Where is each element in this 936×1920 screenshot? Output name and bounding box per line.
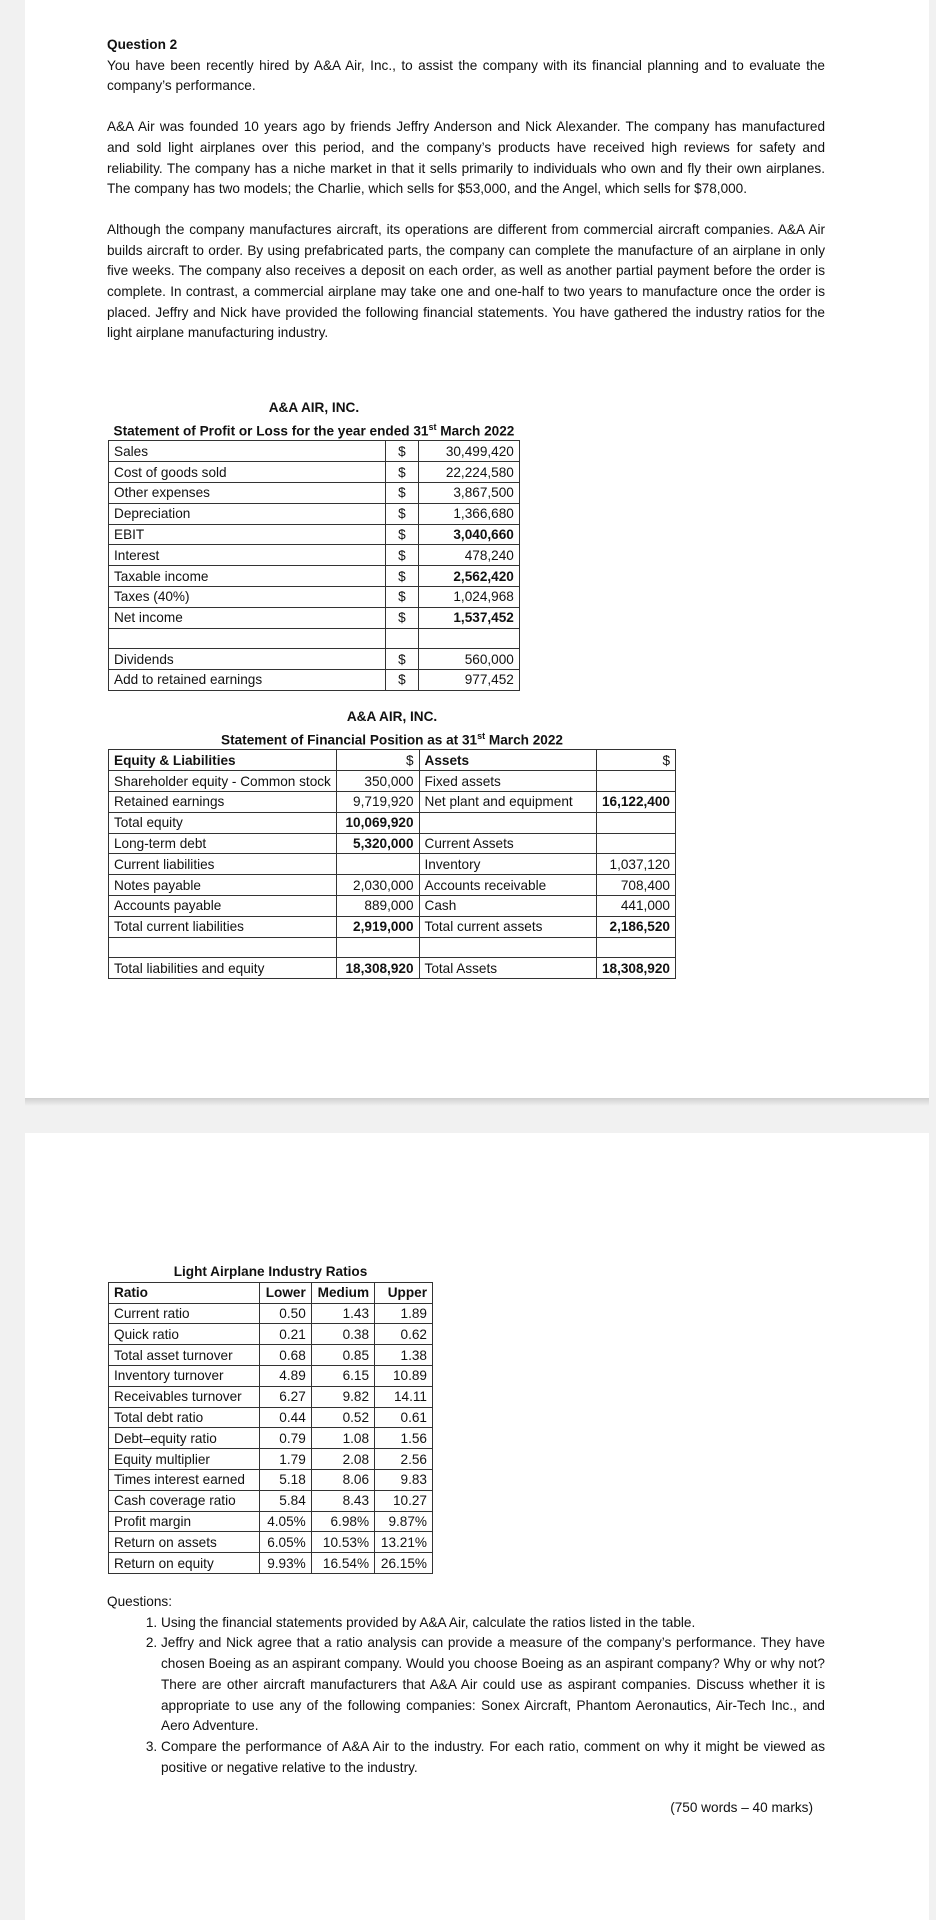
row-label: Cost of goods sold xyxy=(109,462,386,483)
table-row xyxy=(109,1469,433,1490)
liability-value: 2,919,000 xyxy=(336,916,419,937)
asset-label: Total Assets xyxy=(419,958,596,979)
row-label: Interest xyxy=(109,545,386,566)
currency-sign: $ xyxy=(385,670,418,691)
income-statement-table xyxy=(108,398,520,691)
liability-label: Total liabilities and equity xyxy=(109,958,337,979)
row-value: 1,366,680 xyxy=(418,503,519,524)
ratio-value: 4.05% xyxy=(260,1511,312,1532)
liability-label: Long-term debt xyxy=(109,833,337,854)
ratio-value: 8.06 xyxy=(311,1469,374,1490)
ratio-value: 13.21% xyxy=(375,1532,433,1553)
asset-label xyxy=(419,812,596,833)
table-row xyxy=(109,812,676,833)
asset-value: 708,400 xyxy=(596,875,675,896)
row-value: 977,452 xyxy=(418,670,519,691)
ratio-name: Quick ratio xyxy=(109,1324,260,1345)
ratio-value: 1.43 xyxy=(311,1303,374,1324)
question-item: 1. Using the financial statements provided by A&A Air, calculate the ratios listed in the table. xyxy=(161,1613,825,1634)
table-row xyxy=(109,1511,433,1532)
ratio-value: 0.50 xyxy=(260,1303,312,1324)
ratio-value: 10.27 xyxy=(375,1490,433,1511)
liability-value: 5,320,000 xyxy=(336,833,419,854)
currency-sign: $ xyxy=(385,462,418,483)
row-value: 2,562,420 xyxy=(418,566,519,587)
row-label: Depreciation xyxy=(109,503,386,524)
ratio-value: 0.52 xyxy=(311,1407,374,1428)
ratio-value: 1.08 xyxy=(311,1428,374,1449)
ratio-value: 6.98% xyxy=(311,1511,374,1532)
liability-label: Total equity xyxy=(109,812,337,833)
ratio-value: 8.43 xyxy=(311,1490,374,1511)
table-row xyxy=(109,1365,433,1386)
column-header: Medium xyxy=(311,1282,374,1303)
ratio-name: Profit margin xyxy=(109,1511,260,1532)
income-statement-title: Statement of Profit or Loss for the year ended 31st March 2022 xyxy=(113,421,515,439)
ratio-name: Return on assets xyxy=(109,1532,260,1553)
row-value: 1,537,452 xyxy=(418,607,519,628)
liability-value xyxy=(336,854,419,875)
ratios-header-row xyxy=(109,1282,433,1303)
table-row xyxy=(109,1449,433,1470)
liability-value: 10,069,920 xyxy=(336,812,419,833)
table-row xyxy=(109,916,676,937)
table-row xyxy=(109,854,676,875)
ratio-value: 9.83 xyxy=(375,1469,433,1490)
column-header: Upper xyxy=(375,1282,433,1303)
table-row xyxy=(109,1345,433,1366)
table-row xyxy=(109,895,676,916)
ratio-value: 1.38 xyxy=(375,1345,433,1366)
liability-label: Total current liabilities xyxy=(109,916,337,937)
question-heading: Question 2 xyxy=(107,37,178,52)
balance-sheet-table xyxy=(108,707,676,979)
ratio-value: 4.89 xyxy=(260,1365,312,1386)
table-row xyxy=(109,791,676,812)
row-label: Other expenses xyxy=(109,482,386,503)
table-row xyxy=(109,586,520,607)
table-row xyxy=(109,545,520,566)
asset-value: 1,037,120 xyxy=(596,854,675,875)
ratio-name: Cash coverage ratio xyxy=(109,1490,260,1511)
liability-label: Shareholder equity - Common stock xyxy=(109,771,337,792)
row-label: Taxes (40%) xyxy=(109,586,386,607)
row-value: 1,024,968 xyxy=(418,586,519,607)
ratio-value: 16.54% xyxy=(311,1553,374,1574)
ratio-value: 0.61 xyxy=(375,1407,433,1428)
liability-label: Accounts payable xyxy=(109,895,337,916)
ratio-value: 26.15% xyxy=(375,1553,433,1574)
ratio-name: Times interest earned xyxy=(109,1469,260,1490)
table-row xyxy=(109,958,676,979)
row-value: 3,040,660 xyxy=(418,524,519,545)
ratio-name: Total debt ratio xyxy=(109,1407,260,1428)
row-label: Taxable income xyxy=(109,566,386,587)
currency-sign: $ xyxy=(385,503,418,524)
table-row xyxy=(109,1386,433,1407)
row-value: 3,867,500 xyxy=(418,482,519,503)
table-row xyxy=(109,607,520,628)
asset-label: Cash xyxy=(419,895,596,916)
ratio-value: 1.56 xyxy=(375,1428,433,1449)
liability-label: Notes payable xyxy=(109,875,337,896)
question-item: 2. Jeffry and Nick agree that a ratio analysis can provide a measure of the company’s performance. They have chosen Boeing as an aspirant company. Would you choose Boeing as an aspirant company? Why or why not? There are other aircraft manufacturers that A&A Air could use as aspirant companies. Discuss whether it is appropriate to use any of the following companies: Sonex Aircraft, Phantom Aeronautics, Air-Tech Inc., and Aero Adventure. xyxy=(161,1633,825,1737)
table-row xyxy=(109,833,676,854)
ratio-value: 6.05% xyxy=(260,1532,312,1553)
asset-value: 18,308,920 xyxy=(596,958,675,979)
asset-value: 16,122,400 xyxy=(596,791,675,812)
table-row xyxy=(109,524,520,545)
column-header: Lower xyxy=(260,1282,312,1303)
ratio-value: 10.89 xyxy=(375,1365,433,1386)
currency-sign: $ xyxy=(385,607,418,628)
ratio-value: 0.62 xyxy=(375,1324,433,1345)
currency-sign: $ xyxy=(385,524,418,545)
background-paragraph: A&A Air was founded 10 years ago by friends Jeffry Anderson and Nick Alexander. The company has manufactured and sold light airplanes over this period, and the company’s products have received high reviews for safety and reliability. The company has a niche market in that it sells primarily to individuals who own and fly their own airplanes. The company has two models; the Charlie, which sells for $53,000, and the Angel, which sells for $78,000. xyxy=(107,119,825,197)
asset-value xyxy=(596,812,675,833)
table-row xyxy=(109,503,520,524)
liability-label: Current liabilities xyxy=(109,854,337,875)
table-row xyxy=(109,1553,433,1574)
currency-sign: $ xyxy=(385,649,418,670)
asset-label: Accounts receivable xyxy=(419,875,596,896)
table-row xyxy=(109,441,520,462)
asset-value xyxy=(596,771,675,792)
liability-value: 18,308,920 xyxy=(336,958,419,979)
row-value: 22,224,580 xyxy=(418,462,519,483)
ratio-value: 0.68 xyxy=(260,1345,312,1366)
ratio-value: 0.21 xyxy=(260,1324,312,1345)
balance-sheet-title: Statement of Financial Position as at 31st March 2022 xyxy=(221,730,563,748)
right-currency: $ xyxy=(596,750,675,771)
question-item: 3. Compare the performance of A&A Air to the industry. For each ratio, comment on why it might be viewed as positive or negative relative to the industry. xyxy=(161,1737,825,1778)
asset-label: Current Assets xyxy=(419,833,596,854)
row-value: 560,000 xyxy=(418,649,519,670)
ratio-name: Return on equity xyxy=(109,1553,260,1574)
ratio-value: 0.85 xyxy=(311,1345,374,1366)
questions-section xyxy=(107,1592,825,1819)
table-row xyxy=(109,875,676,896)
ratio-name: Current ratio xyxy=(109,1303,260,1324)
ratio-value: 0.44 xyxy=(260,1407,312,1428)
ratio-value: 10.53% xyxy=(311,1532,374,1553)
ratio-value: 6.27 xyxy=(260,1386,312,1407)
column-header: Ratio xyxy=(109,1282,260,1303)
industry-ratios-table xyxy=(108,1262,433,1574)
liability-value: 2,030,000 xyxy=(336,875,419,896)
assets-header: Assets xyxy=(419,750,596,771)
ratio-value: 1.79 xyxy=(260,1449,312,1470)
equity-liabilities-header: Equity & Liabilities xyxy=(109,750,337,771)
spacer-row xyxy=(109,628,520,649)
table-row xyxy=(109,1324,433,1345)
ratio-name: Total asset turnover xyxy=(109,1345,260,1366)
asset-label: Total current assets xyxy=(419,916,596,937)
ratio-value: 0.38 xyxy=(311,1324,374,1345)
operations-paragraph: Although the company manufactures aircraft, its operations are different from commercial aircraft companies. A&A Air builds aircraft to order. By using prefabricated parts, the company can complete the manufacture of an airplane in only five weeks. The company also receives a deposit on each order, as well as another partial payment before the order is complete. In contrast, a commercial airplane may take one and one-half to two years to manufacture once the order is placed. Jeffry and Nick have provided the following financial statements. You have gathered the industry ratios for the light airplane manufacturing industry. xyxy=(107,221,825,341)
table-row xyxy=(109,1303,433,1324)
ratio-value: 14.11 xyxy=(375,1386,433,1407)
ratio-value: 0.79 xyxy=(260,1428,312,1449)
liability-label: Retained earnings xyxy=(109,791,337,812)
row-label: Sales xyxy=(109,441,386,462)
intro-paragraph: You have been recently hired by A&A Air, Inc., to assist the company with its financial planning and to evaluate the company’s performance. xyxy=(107,57,825,94)
balance-sheet-header-row xyxy=(109,750,676,771)
page-separator xyxy=(25,1098,929,1106)
table-row xyxy=(109,670,520,691)
ratio-name: Inventory turnover xyxy=(109,1365,260,1386)
left-currency: $ xyxy=(336,750,419,771)
asset-label: Inventory xyxy=(419,854,596,875)
row-value: 478,240 xyxy=(418,545,519,566)
asset-value xyxy=(596,833,675,854)
questions-list xyxy=(107,1613,825,1779)
liability-value: 9,719,920 xyxy=(336,791,419,812)
table-row xyxy=(109,1428,433,1449)
income-statement-company: A&A AIR, INC. xyxy=(268,400,360,416)
ratio-value: 5.18 xyxy=(260,1469,312,1490)
table-row xyxy=(109,566,520,587)
currency-sign: $ xyxy=(385,566,418,587)
ratio-name: Debt–equity ratio xyxy=(109,1428,260,1449)
ratio-name: Receivables turnover xyxy=(109,1386,260,1407)
asset-label: Net plant and equipment xyxy=(419,791,596,812)
question-text xyxy=(107,35,825,344)
row-label: Net income xyxy=(109,607,386,628)
row-value: 30,499,420 xyxy=(418,441,519,462)
ratio-value: 2.56 xyxy=(375,1449,433,1470)
table-row xyxy=(109,462,520,483)
currency-sign: $ xyxy=(385,441,418,462)
row-label: EBIT xyxy=(109,524,386,545)
asset-value: 2,186,520 xyxy=(596,916,675,937)
balance-sheet-company: A&A AIR, INC. xyxy=(346,709,438,725)
ratio-value: 9.82 xyxy=(311,1386,374,1407)
ratio-value: 1.89 xyxy=(375,1303,433,1324)
table-row xyxy=(109,649,520,670)
currency-sign: $ xyxy=(385,586,418,607)
table-row xyxy=(109,771,676,792)
ratio-value: 5.84 xyxy=(260,1490,312,1511)
table-row xyxy=(109,1490,433,1511)
row-label: Add to retained earnings xyxy=(109,670,386,691)
ratio-value: 9.87% xyxy=(375,1511,433,1532)
liability-value: 350,000 xyxy=(336,771,419,792)
ratios-title: Light Airplane Industry Ratios xyxy=(173,1264,368,1280)
ratio-name: Equity multiplier xyxy=(109,1449,260,1470)
currency-sign: $ xyxy=(385,545,418,566)
currency-sign: $ xyxy=(385,482,418,503)
asset-label: Fixed assets xyxy=(419,771,596,792)
table-row xyxy=(109,482,520,503)
ratio-value: 9.93% xyxy=(260,1553,312,1574)
spacer-row xyxy=(109,937,676,958)
liability-value: 889,000 xyxy=(336,895,419,916)
table-row xyxy=(109,1532,433,1553)
asset-value: 441,000 xyxy=(596,895,675,916)
ratio-value: 6.15 xyxy=(311,1365,374,1386)
ratio-value: 2.08 xyxy=(311,1449,374,1470)
table-row xyxy=(109,1407,433,1428)
questions-heading: Questions: xyxy=(107,1594,172,1609)
row-label: Dividends xyxy=(109,649,386,670)
word-count: (750 words – 40 marks) xyxy=(670,1800,813,1816)
